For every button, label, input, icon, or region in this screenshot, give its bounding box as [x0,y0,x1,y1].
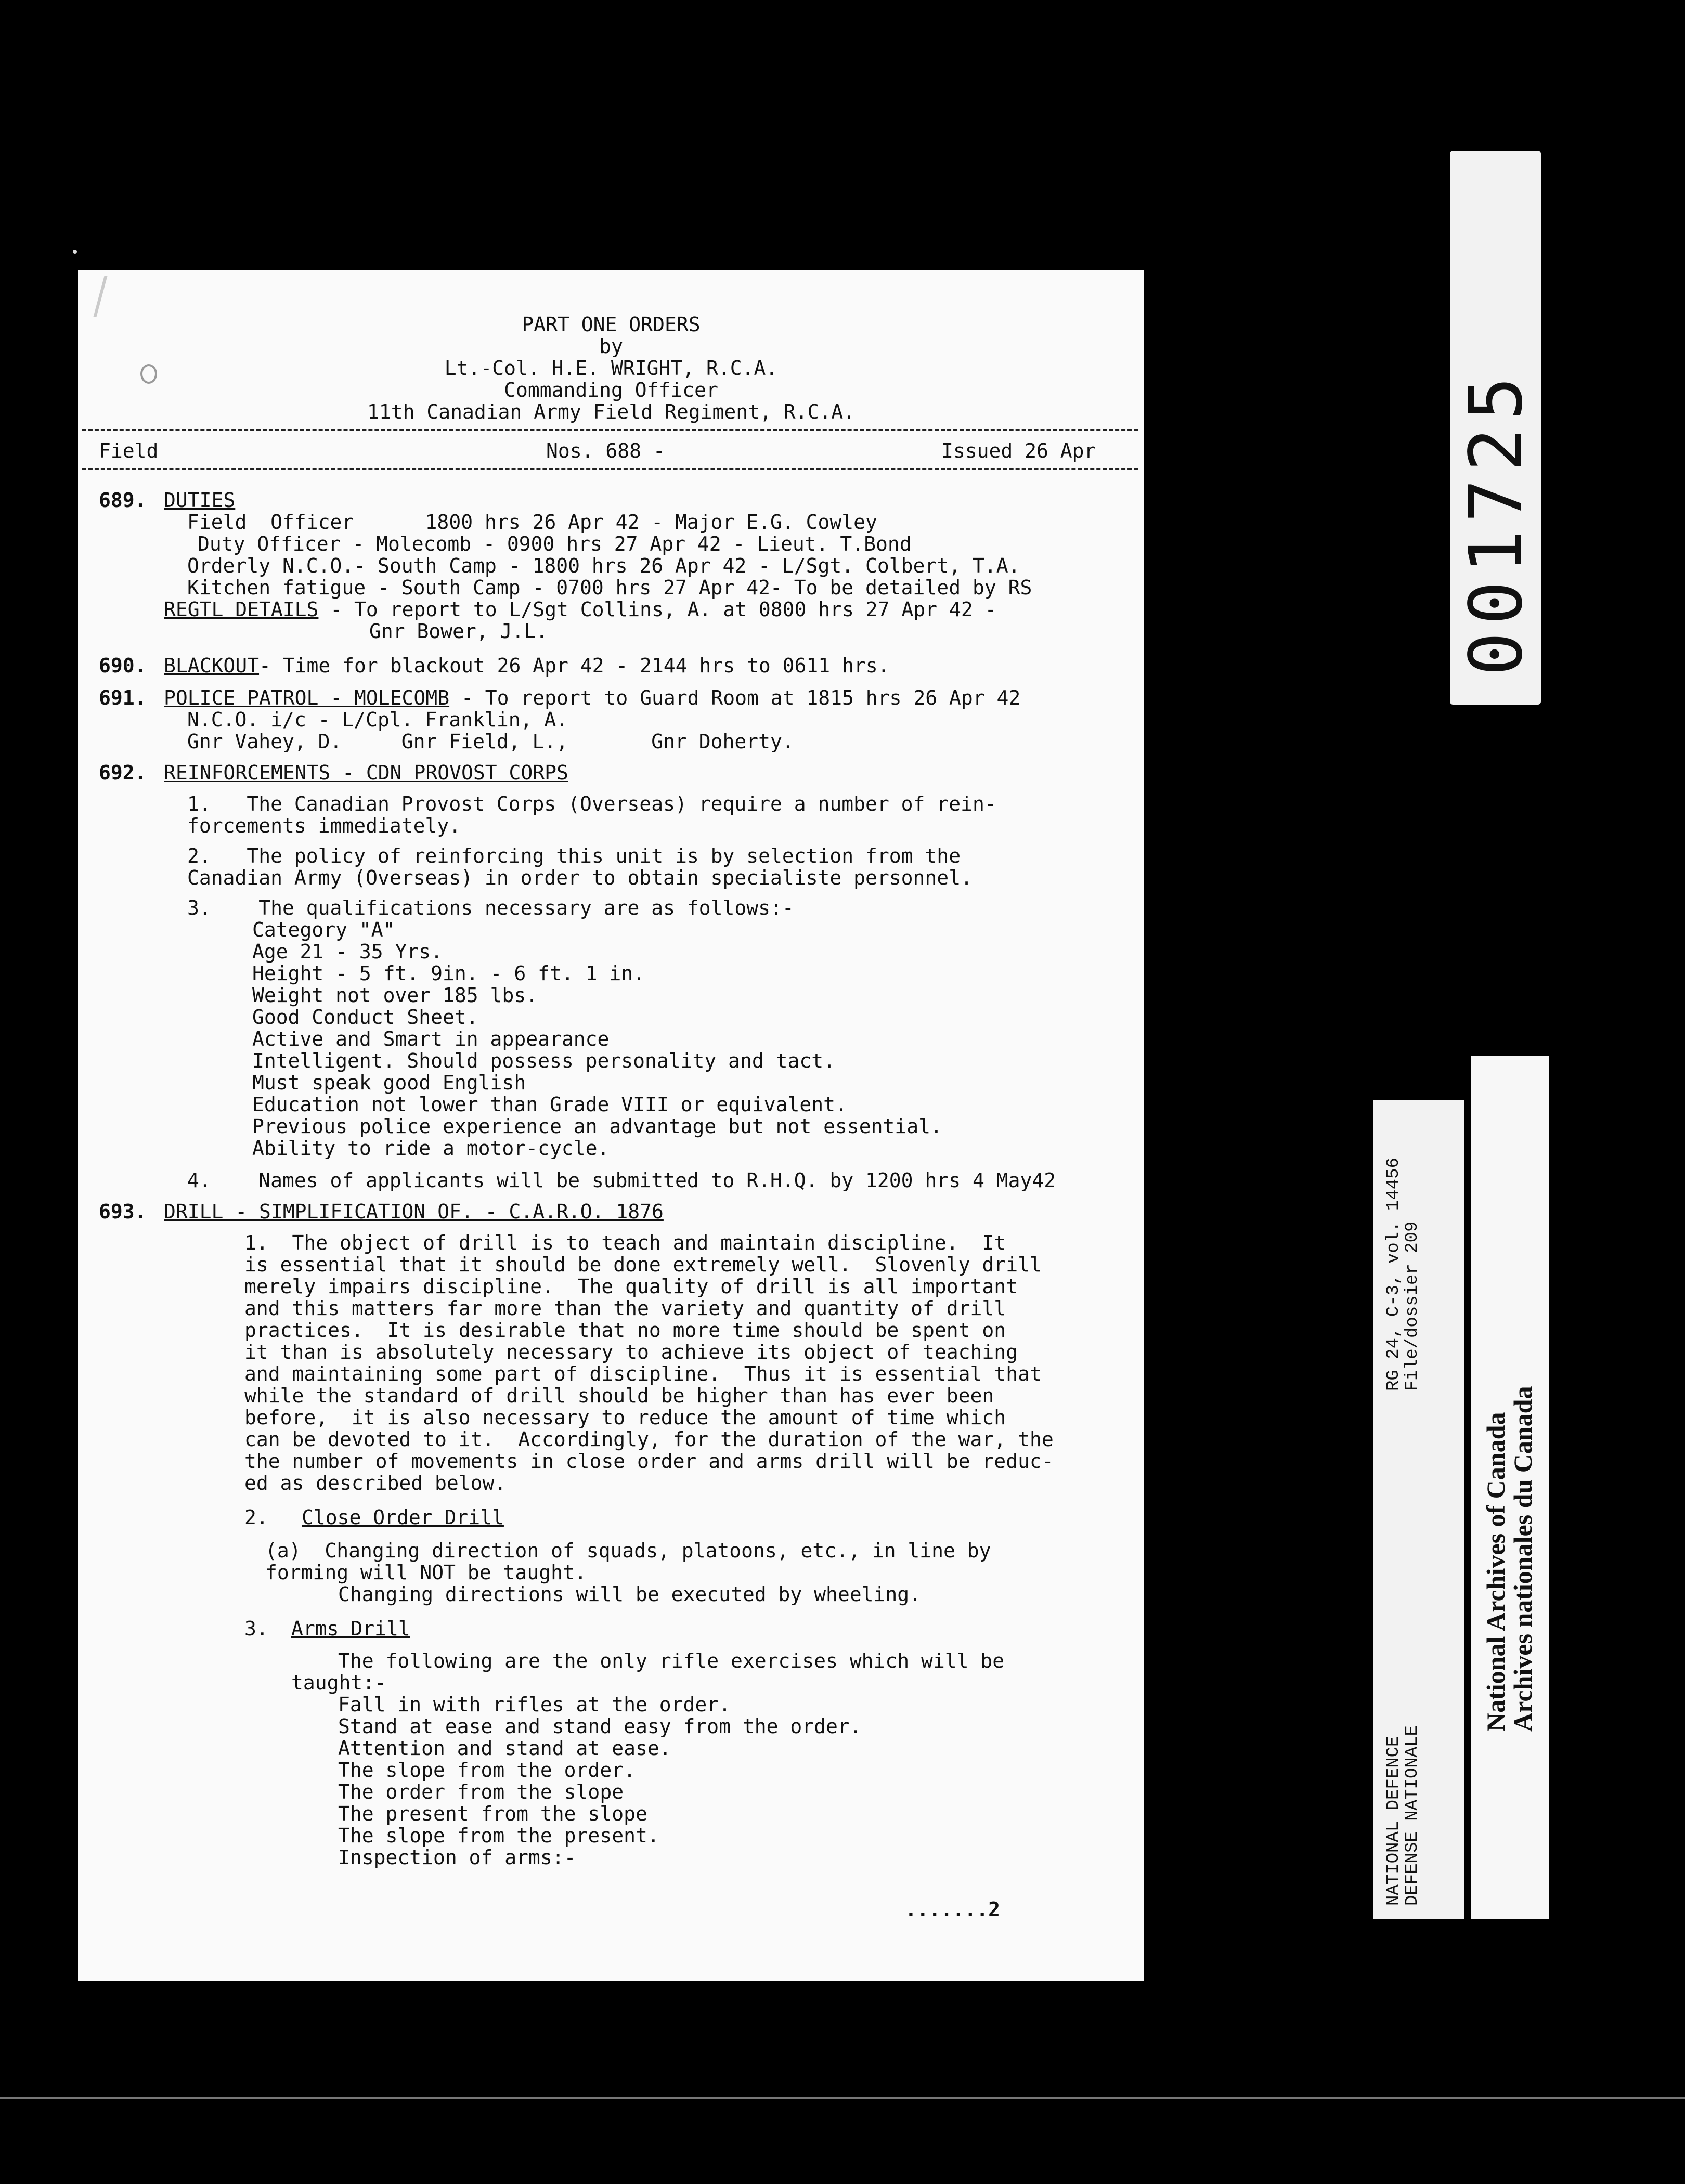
archive-name-en: National Archives of Canada [1481,1412,1510,1732]
meta-field: Field [99,439,159,462]
section-number: 689. [99,489,147,512]
list-item: Height - 5 ft. 9in. - 6 ft. 1 in. [252,962,645,985]
text-line: it than is absolutely necessary to achieve its object of teaching [244,1341,1018,1363]
subsection-title: Close Order Drill [302,1506,504,1529]
document-page [78,270,1144,1981]
reference-volume: RG 24, C-3, vol. 14456 [1384,1158,1404,1391]
list-item: Good Conduct Sheet. [252,1006,478,1029]
text-line: and maintaining some part of discipline. Thus it is essential that [244,1362,1042,1385]
text-line: forming will NOT be taught. [265,1561,587,1584]
text-fragment: - Time for blackout 26 Apr 42 - 2144 hrs to 0611 hrs. [259,654,890,677]
text-line: The following are the only rifle exercises which will be [338,1649,1005,1672]
text-line: is essential that it should be done extremely well. Slovenly drill [244,1253,1042,1276]
subsection-number: 2. [244,1506,268,1529]
text-line: Gnr Bower, J.L. [369,620,548,643]
section-title: REINFORCEMENTS - CDN PROVOST CORPS [164,761,568,784]
list-item: Previous police experience an advantage but not essential. [252,1115,942,1138]
list-item: The slope from the present. [338,1824,659,1847]
text-line: practices. It is desirable that no more time should be spent on [244,1319,1006,1342]
list-item: Age 21 - 35 Yrs. [252,940,443,963]
text-line: taught:- [291,1671,387,1694]
text-line: 1. The Canadian Provost Corps (Overseas) require a number of rein- [187,792,996,815]
divider [82,429,1138,431]
handwritten-mark [93,276,144,317]
text-line: 1. The object of drill is to teach and maintain discipline. It [244,1231,1006,1254]
text-line [164,654,890,677]
section-number: 692. [99,761,147,784]
divider [82,468,1138,470]
list-item: Education not lower than Grade VIII or equivalent. [252,1093,847,1116]
section-number: 691. [99,686,147,709]
text-line: Duty Officer - Molecomb - 0900 hrs 27 Apr 42 - Lieut. T.Bond [198,532,912,555]
reference-file: File/dossier 209 [1403,1221,1422,1391]
archive-title-strip [1471,1056,1549,1919]
list-item: Intelligent. Should possess personality and tact. [252,1049,836,1072]
text-line: can be devoted to it. Accordingly, for the duration of the war, the [244,1428,1054,1451]
header-unit: 11th Canadian Army Field Regiment, R.C.A. [367,400,855,423]
text-line [164,598,996,621]
text-line: and this matters far more than the variety and quantity of drill [244,1297,1006,1320]
archive-number-strip [1450,151,1541,705]
section-number: 690. [99,654,147,677]
text-line: Gnr Vahey, D. Gnr Field, L., Gnr Doherty. [187,730,794,753]
text-line: Field Officer 1800 hrs 26 Apr 42 - Major E.G. Cowley [187,511,877,534]
list-item: The slope from the order. [338,1759,636,1782]
department-en: NATIONAL DEFENCE [1384,1736,1404,1906]
text-line: 4. Names of applicants will be submitted to R.H.Q. by 1200 hrs 4 May42 [187,1169,1056,1192]
header-by: by [599,335,623,358]
list-item: Active and Smart in appearance [252,1028,610,1050]
list-item: Ability to ride a motor-cycle. [252,1137,610,1160]
list-item: The present from the slope [338,1802,647,1825]
section-title: POLICE PATROL - MOLECOMB [164,686,450,709]
archive-name-fr: Archives nationales du Canada [1508,1386,1537,1732]
text-line [164,686,1020,709]
section-title: DRILL - SIMPLIFICATION OF. - C.A.R.O. 1876 [164,1200,664,1223]
text-line: Orderly N.C.O.- South Camp - 1800 hrs 26 Apr 42 - L/Sgt. Colbert, T.A. [187,554,1020,577]
text-line: ed as described below. [244,1472,507,1494]
header-role: Commanding Officer [504,379,718,401]
meta-nos: Nos. 688 - [546,439,665,462]
text-line: 3. The qualifications necessary are as follows:- [187,896,794,919]
text-line: the number of movements in close order and arms drill will be reduc- [244,1450,1054,1473]
text-line: N.C.O. i/c - L/Cpl. Franklin, A. [187,708,568,731]
scan-edge-line [0,2097,1685,2099]
text-line: while the standard of drill should be higher than has ever been [244,1384,994,1407]
text-line: merely impairs discipline. The quality of drill is all important [244,1275,1018,1298]
list-item: Weight not over 185 lbs. [252,984,538,1007]
section-title: DUTIES [164,489,236,512]
list-item: Must speak good English [252,1071,526,1094]
department-fr: DEFENSE NATIONALE [1403,1725,1422,1906]
text-line: (a) Changing direction of squads, platoons, etc., in line by [265,1539,991,1562]
header-title: PART ONE ORDERS [522,313,701,336]
section-number: 693. [99,1200,147,1223]
text-line: Canadian Army (Overseas) in order to obtain specialiste personnel. [187,866,973,889]
archive-number: 001725 [1454,369,1539,676]
archive-reference-strip [1373,1100,1464,1919]
continuation-marker: .......2 [905,1898,1001,1921]
header-commander: Lt.-Col. H.E. WRIGHT, R.C.A. [444,357,778,380]
subsection-title: Arms Drill [291,1617,410,1640]
text-line: Kitchen fatigue - South Camp - 0700 hrs 27 Apr 42- To be detailed by RS [187,576,1032,599]
dust-spot [73,250,77,254]
meta-issued: Issued 26 Apr [941,439,1096,462]
text-line: before, it is also necessary to reduce the amount of time which [244,1406,1006,1429]
list-item: The order from the slope [338,1780,624,1803]
subsection-number: 3. [244,1617,268,1640]
section-title: BLACKOUT [164,654,260,677]
text-line: 2. The policy of reinforcing this unit is by selection from the [187,844,961,867]
list-item: Stand at ease and stand easy from the order. [338,1715,862,1738]
list-item: Fall in with rifles at the order. [338,1693,731,1716]
text-line: Changing directions will be executed by wheeling. [338,1583,922,1606]
text-fragment: - To report to L/Sgt Collins, A. at 0800 hrs 27 Apr 42 - [318,598,997,621]
text-fragment: - To report to Guard Room at 1815 hrs 26 Apr 42 [449,686,1021,709]
list-item: Attention and stand at ease. [338,1737,671,1760]
list-item: Inspection of arms:- [338,1846,576,1869]
list-item: Category "A" [252,918,395,941]
text-line: forcements immediately. [187,814,461,837]
subsection-title: REGTL DETAILS [164,598,319,621]
